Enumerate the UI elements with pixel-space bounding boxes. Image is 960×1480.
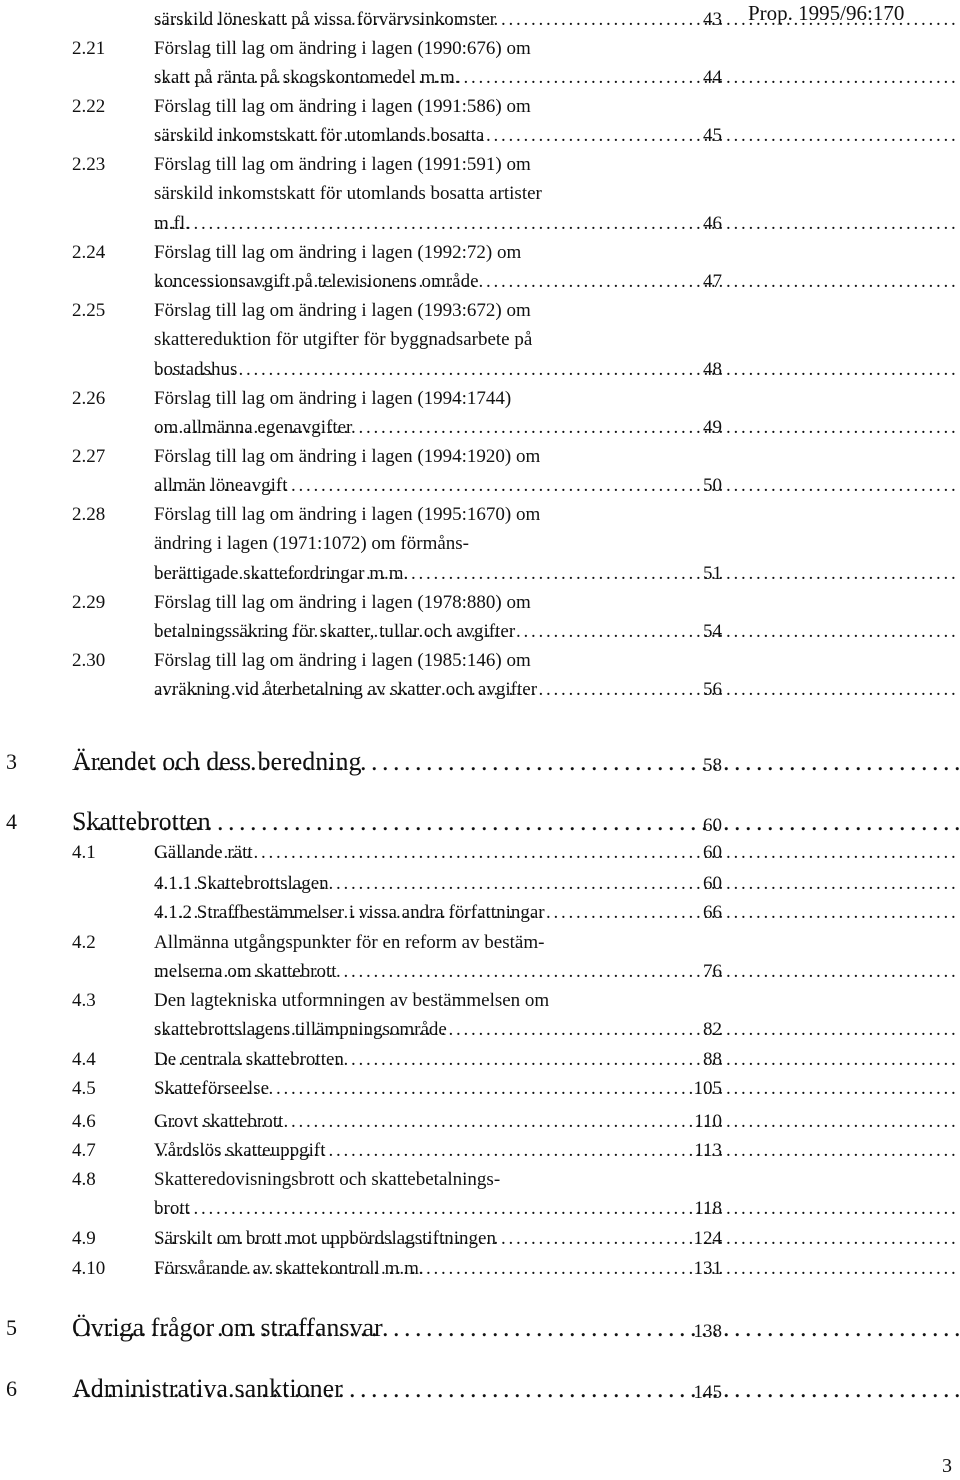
toc-entry-title: särskild inkomstskatt för utomlands bosatta artister xyxy=(154,183,542,204)
chapter-number: 4 xyxy=(6,809,17,834)
toc-entry-title: Skatteredovisningsbrott och skattebetalnings- xyxy=(154,1169,501,1190)
toc-entry-number: 2.25 xyxy=(72,300,106,321)
chapter-number: 3 xyxy=(6,749,17,774)
toc-page-number: 47 xyxy=(703,271,722,292)
toc-page-number: 60 xyxy=(703,842,722,863)
chapter-page-number: 60 xyxy=(703,815,722,836)
toc-entry-number: 2.26 xyxy=(72,388,106,409)
toc-entry-number: 2.23 xyxy=(72,154,106,175)
toc-entry-number: 4.9 xyxy=(72,1228,96,1249)
leader-dots xyxy=(154,619,955,645)
toc-page-number: 50 xyxy=(703,475,722,496)
toc-line xyxy=(0,988,740,1018)
toc-page-number: 113 xyxy=(694,1140,722,1161)
toc-line xyxy=(0,590,740,620)
toc-line xyxy=(0,357,740,387)
toc-entry-title: Försvårande av skattekontroll m.m. xyxy=(154,1258,424,1279)
toc-entry-number: 2.21 xyxy=(72,38,106,59)
chapter-number: 5 xyxy=(6,1315,17,1340)
toc-line xyxy=(0,531,740,561)
leader-dots xyxy=(72,745,960,779)
toc-line xyxy=(0,181,740,211)
toc-entry-title: 4.1.2 Straffbestämmelser i vissa andra författningar xyxy=(154,902,545,923)
document-reference: Prop. 1995/96:170 xyxy=(748,1,905,25)
chapter-page-number: 138 xyxy=(693,1321,722,1342)
toc-line xyxy=(0,1138,740,1168)
chapter-title: Övriga frågor om straffansvar xyxy=(72,1313,383,1342)
toc-chapter xyxy=(0,805,740,841)
toc-page-number: 49 xyxy=(703,417,722,438)
toc-entry-number: 2.28 xyxy=(72,504,106,525)
toc-page-number: 54 xyxy=(703,621,722,642)
toc-page-number: 105 xyxy=(693,1078,722,1099)
toc-line xyxy=(0,502,740,532)
toc-entry-title: De centrala skattebrotten xyxy=(154,1049,344,1070)
toc-line xyxy=(0,561,740,591)
leader-dots xyxy=(72,1311,960,1345)
toc-entry-title: Förslag till lag om ändring i lagen (1991:586) om xyxy=(154,96,531,117)
leader-dots xyxy=(72,1372,960,1406)
toc-entry-title: särskild löneskatt på vissa förvärvsinkomster xyxy=(154,9,496,30)
toc-line xyxy=(0,1109,740,1139)
leader-dots xyxy=(154,1109,955,1135)
toc-entry-title: Särskilt om brott mot uppbördslagstiftningen xyxy=(154,1228,496,1249)
toc-entry-number: 2.30 xyxy=(72,650,106,671)
toc-line xyxy=(0,619,740,649)
chapter-title: Ärendet och dess beredning xyxy=(72,747,362,776)
toc-chapter xyxy=(0,1372,740,1408)
toc-entry-title: 4.1.1 Skattebrottslagen xyxy=(154,873,329,894)
leader-dots xyxy=(154,959,955,985)
toc-entry-title: Förslag till lag om ändring i lagen (1993:672) om xyxy=(154,300,531,321)
leader-dots xyxy=(154,840,955,866)
leader-dots xyxy=(154,561,955,587)
leader-dots xyxy=(154,473,955,499)
toc-line xyxy=(0,152,740,182)
toc-page-number: 43 xyxy=(703,9,722,30)
page-number: 3 xyxy=(942,1455,952,1477)
leader-dots xyxy=(154,1138,955,1164)
toc-entry-title: Förslag till lag om ändring i lagen (1978:880) om xyxy=(154,592,531,613)
leader-dots xyxy=(154,269,955,295)
toc-entry-number: 4.2 xyxy=(72,932,96,953)
toc-entry-title: Skatteförseelse xyxy=(154,1078,270,1099)
toc-page-number: 45 xyxy=(703,125,722,146)
toc-page-number: 76 xyxy=(703,961,722,982)
toc-entry-title: Förslag till lag om ändring i lagen (1994:1744) xyxy=(154,388,512,409)
toc-line xyxy=(0,1256,740,1286)
toc-entry-title: Förslag till lag om ändring i lagen (1985:146) om xyxy=(154,650,531,671)
toc-page-number: 56 xyxy=(703,679,722,700)
toc-line xyxy=(0,269,740,299)
toc-entry-title: brott xyxy=(154,1198,190,1219)
toc-entry-number: 4.3 xyxy=(72,990,96,1011)
toc-line xyxy=(0,123,740,153)
toc-line xyxy=(0,7,740,37)
toc-entry-title: berättigade skattefordringar m.m. xyxy=(154,563,409,584)
toc-entry-title: Grovt skattebrott xyxy=(154,1111,284,1132)
toc-entry-number: 4.8 xyxy=(72,1169,96,1190)
leader-dots xyxy=(154,415,955,441)
toc-page-number: 51 xyxy=(703,563,722,584)
toc-entry-number: 4.1 xyxy=(72,842,96,863)
toc-page-number: 118 xyxy=(694,1198,722,1219)
toc-line xyxy=(0,930,740,960)
toc-line xyxy=(0,386,740,416)
toc-line xyxy=(0,240,740,270)
leader-dots xyxy=(72,805,960,839)
toc-line xyxy=(0,36,740,66)
leader-dots xyxy=(154,871,955,897)
toc-line xyxy=(0,677,740,707)
leader-dots xyxy=(154,123,955,149)
chapter-page-number: 145 xyxy=(693,1382,722,1403)
leader-dots xyxy=(154,1017,955,1043)
toc-page-number: 110 xyxy=(694,1111,722,1132)
toc-entry-title: betalningssäkring för skatter, tullar och avgifter xyxy=(154,621,516,642)
toc-chapter xyxy=(0,1311,740,1347)
toc-entry-title: koncessionsavgift på televisionens område xyxy=(154,271,479,292)
toc-page-number: 60 xyxy=(703,873,722,894)
toc-entry-title: Gällande rätt xyxy=(154,842,253,863)
toc-line xyxy=(0,871,740,901)
toc-line xyxy=(0,473,740,503)
leader-dots xyxy=(154,65,955,91)
leader-dots xyxy=(154,900,955,926)
leader-dots xyxy=(154,677,955,703)
toc-entry-number: 2.22 xyxy=(72,96,106,117)
toc-entry-number: 4.7 xyxy=(72,1140,96,1161)
toc-entry-title: Förslag till lag om ändring i lagen (1991:591) om xyxy=(154,154,531,175)
toc-entry-title: skattebrottslagens tillämpningsområde xyxy=(154,1019,447,1040)
toc-line xyxy=(0,1017,740,1047)
toc-line xyxy=(0,840,740,870)
toc-line xyxy=(0,327,740,357)
toc-entry-title: skattereduktion för utgifter för byggnadsarbete på xyxy=(154,329,533,350)
toc-line xyxy=(0,1076,740,1106)
toc-page-number: 131 xyxy=(693,1258,722,1279)
leader-dots xyxy=(154,357,955,383)
toc-entry-title: m.fl. xyxy=(154,213,190,234)
toc-entry-number: 4.4 xyxy=(72,1049,96,1070)
toc-line xyxy=(0,211,740,241)
toc-page-number: 48 xyxy=(703,359,722,380)
chapter-title: Skattebrotten xyxy=(72,807,211,836)
toc-page-number: 82 xyxy=(703,1019,722,1040)
toc-entry-title: skatt på ränta på skogskontomedel m.m. xyxy=(154,67,460,88)
leader-dots xyxy=(154,7,955,33)
toc-line xyxy=(0,900,740,930)
toc-page-number: 44 xyxy=(703,67,722,88)
toc-line xyxy=(0,959,740,989)
toc-line xyxy=(0,415,740,445)
toc-page-number: 124 xyxy=(693,1228,722,1249)
toc-entry-number: 2.29 xyxy=(72,592,106,613)
leader-dots xyxy=(154,211,955,237)
toc-entry-title: allmän löneavgift xyxy=(154,475,288,496)
toc-entry-number: 4.6 xyxy=(72,1111,96,1132)
toc-entry-title: om allmänna egenavgifter xyxy=(154,417,353,438)
toc-entry-number: 2.27 xyxy=(72,446,106,467)
toc-line xyxy=(0,1196,740,1226)
toc-line xyxy=(0,65,740,95)
toc-line xyxy=(0,1047,740,1077)
toc-page-number: 88 xyxy=(703,1049,722,1070)
leader-dots xyxy=(154,1226,955,1252)
chapter-number: 6 xyxy=(6,1376,17,1401)
leader-dots xyxy=(154,1076,955,1102)
chapter-page-number: 58 xyxy=(703,755,722,776)
toc-line xyxy=(0,648,740,678)
toc-line xyxy=(0,1167,740,1197)
toc-entry-title: Förslag till lag om ändring i lagen (1995:1670) om xyxy=(154,504,541,525)
toc-line xyxy=(0,94,740,124)
toc-entry-title: bostadshus xyxy=(154,359,238,380)
toc-entry-title: Förslag till lag om ändring i lagen (1992:72) om xyxy=(154,242,522,263)
toc-line xyxy=(0,1226,740,1256)
toc-entry-number: 4.5 xyxy=(72,1078,96,1099)
toc-entry-title: Förslag till lag om ändring i lagen (1994:1920) om xyxy=(154,446,541,467)
toc-entry-title: Vårdslös skatteuppgift xyxy=(154,1140,326,1161)
toc-entry-title: Förslag till lag om ändring i lagen (1990:676) om xyxy=(154,38,531,59)
toc-entry-title: Allmänna utgångspunkter för en reform av bestäm- xyxy=(154,932,545,953)
toc-entry-title: ändring i lagen (1971:1072) om förmåns- xyxy=(154,533,470,554)
toc-page-number: 46 xyxy=(703,213,722,234)
toc-line xyxy=(0,444,740,474)
toc-entry-title: avräkning vid återbetalning av skatter och avgifter xyxy=(154,679,538,700)
leader-dots xyxy=(154,1196,955,1222)
toc-entry-title: melserna om skattebrott xyxy=(154,961,337,982)
toc-entry-number: 2.24 xyxy=(72,242,106,263)
toc-line xyxy=(0,298,740,328)
toc-entry-number: 4.10 xyxy=(72,1258,106,1279)
toc-entry-title: särskild inkomstskatt för utomlands bosatta xyxy=(154,125,485,146)
toc-entry-title: Den lagtekniska utformningen av bestämmelsen om xyxy=(154,990,550,1011)
toc-chapter xyxy=(0,745,740,781)
leader-dots xyxy=(154,1047,955,1073)
chapter-title: Administrativa sanktioner xyxy=(72,1374,343,1403)
toc-page-number: 66 xyxy=(703,902,722,923)
leader-dots xyxy=(154,1256,955,1282)
